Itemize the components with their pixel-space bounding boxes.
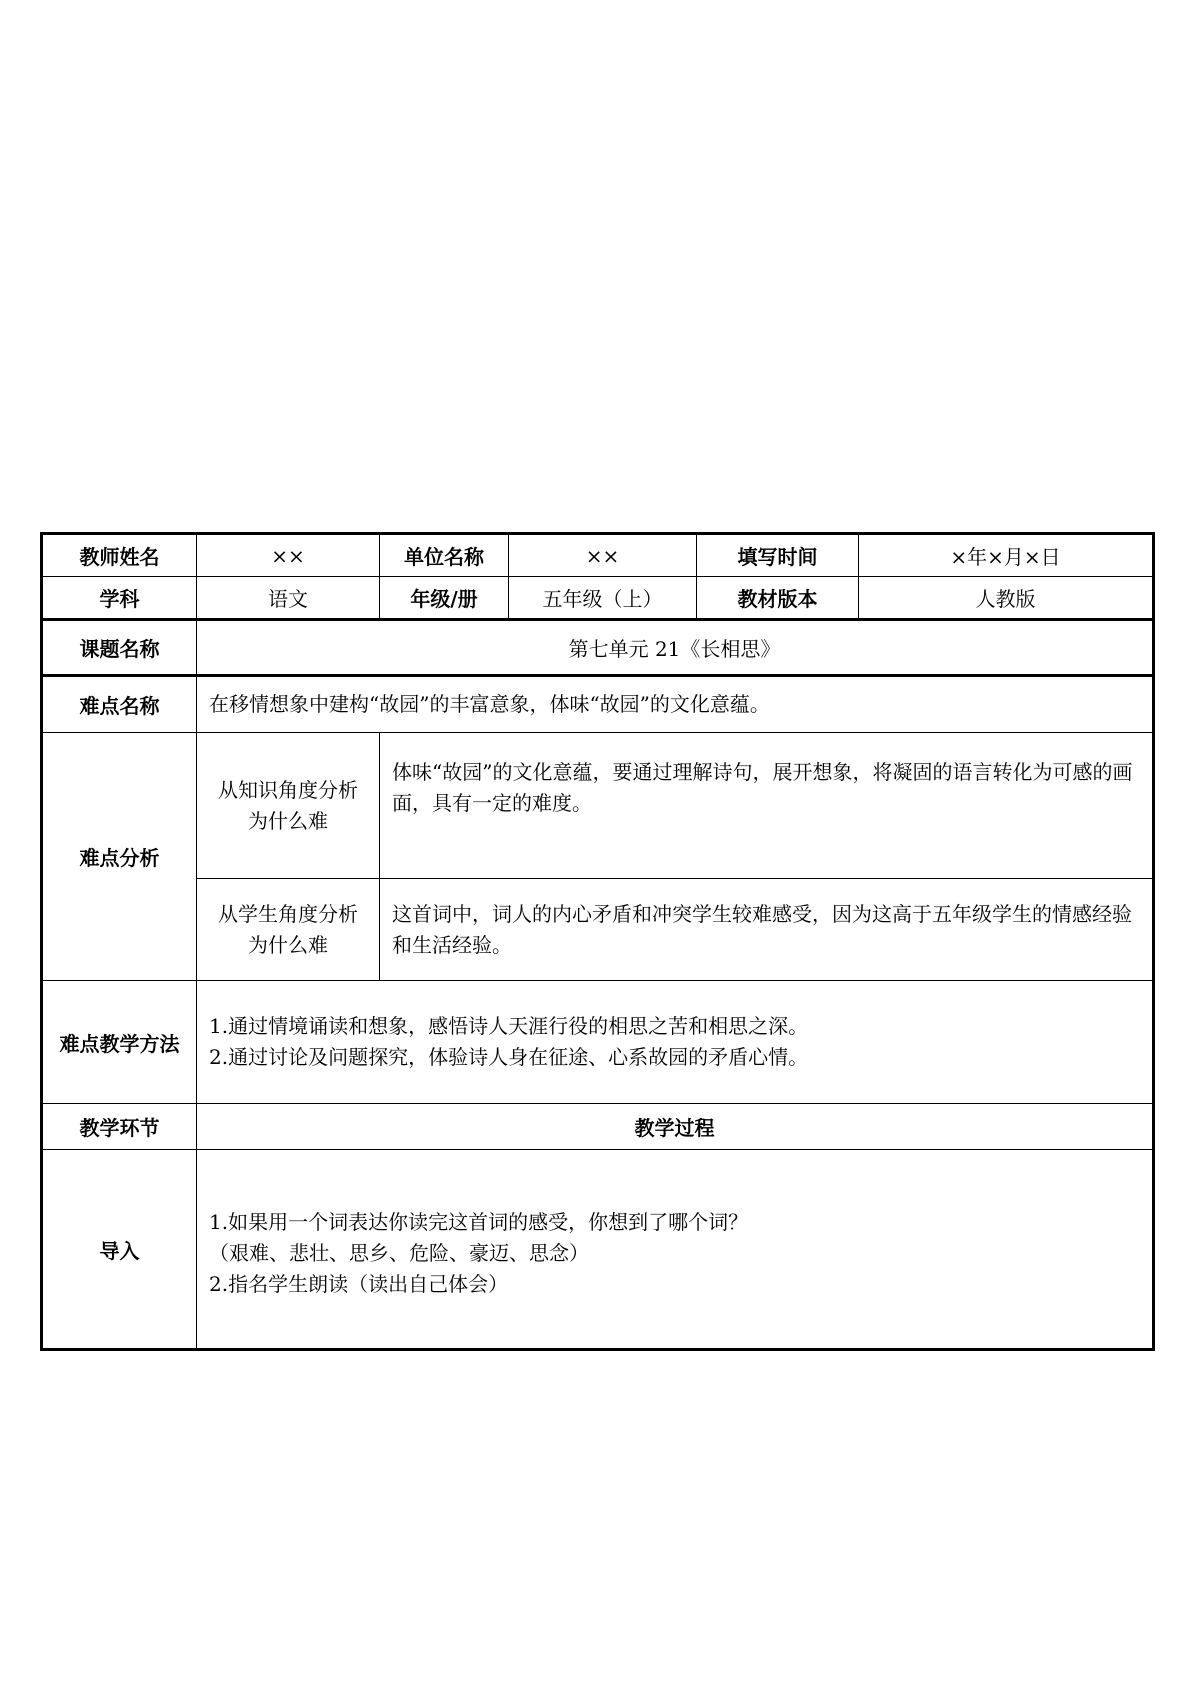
intro-line: 2.指名学生朗读（读出自己体会） xyxy=(209,1271,509,1296)
unit-name-label: 单位名称 xyxy=(380,534,509,577)
unit-name-value: ×× xyxy=(509,534,697,577)
knowledge-angle-label-line2: 为什么难 xyxy=(248,808,328,833)
difficulty-analysis-label: 难点分析 xyxy=(42,733,197,981)
intro-line: 1.如果用一个词表达你读完这首词的感受，你想到了哪个词？ xyxy=(209,1209,749,1234)
knowledge-analysis-row xyxy=(42,733,1154,879)
student-angle-label-line1: 从学生角度分析 xyxy=(218,901,358,926)
textbook-edition-label: 教材版本 xyxy=(697,577,859,620)
subject-label: 学科 xyxy=(42,577,197,620)
intro-content xyxy=(197,1150,1154,1350)
knowledge-angle-label-line1: 从知识角度分析 xyxy=(218,777,358,802)
header-row-1 xyxy=(42,534,1154,577)
grade-value: 五年级（上） xyxy=(509,577,697,620)
teaching-method-row xyxy=(42,981,1154,1104)
header-row-2 xyxy=(42,577,1154,620)
difficulty-name-label: 难点名称 xyxy=(42,676,197,733)
difficulty-name-row xyxy=(42,676,1154,733)
student-angle-label xyxy=(197,879,380,981)
grade-label: 年级/册 xyxy=(380,577,509,620)
knowledge-angle-label xyxy=(197,733,380,879)
teaching-method-label: 难点教学方法 xyxy=(42,981,197,1104)
lesson-title-label: 课题名称 xyxy=(42,620,197,676)
teacher-name-value: ×× xyxy=(197,534,380,577)
lesson-title-value: 第七单元 21《长相思》 xyxy=(197,620,1154,676)
teaching-method-item: 1.通过情境诵读和想象，感悟诗人天涯行役的相思之苦和相思之深。 xyxy=(209,1014,809,1038)
knowledge-angle-text: 体味“故园”的文化意蕴，要通过理解诗句，展开想象，将凝固的语言转化为可感的画面，具有一定的难度。 xyxy=(380,733,1154,879)
teaching-method-list xyxy=(197,981,1154,1104)
lesson-plan-table xyxy=(40,532,1155,1351)
teaching-stage-label: 教学环节 xyxy=(42,1104,197,1150)
student-analysis-row xyxy=(42,879,1154,981)
student-angle-label-line2: 为什么难 xyxy=(248,932,328,957)
teacher-name-label: 教师姓名 xyxy=(42,534,197,577)
teaching-method-item: 2.通过讨论及问题探究，体验诗人身在征途、心系故园的矛盾心情。 xyxy=(209,1045,809,1069)
fill-date-label: 填写时间 xyxy=(697,534,859,577)
intro-label: 导入 xyxy=(42,1150,197,1350)
process-header-row xyxy=(42,1104,1154,1150)
difficulty-name-value: 在移情想象中建构“故园”的丰富意象，体味“故园”的文化意蕴。 xyxy=(197,676,1154,733)
teaching-process-label: 教学过程 xyxy=(197,1104,1154,1150)
fill-date-value: ×年×月×日 xyxy=(859,534,1154,577)
intro-row xyxy=(42,1150,1154,1350)
subject-value: 语文 xyxy=(197,577,380,620)
lesson-title-row xyxy=(42,620,1154,676)
intro-line: （艰难、悲壮、思乡、危险、豪迈、思念） xyxy=(209,1240,589,1265)
textbook-edition-value: 人教版 xyxy=(859,577,1154,620)
student-angle-text: 这首词中，词人的内心矛盾和冲突学生较难感受，因为这高于五年级学生的情感经验和生活经验。 xyxy=(380,879,1154,981)
